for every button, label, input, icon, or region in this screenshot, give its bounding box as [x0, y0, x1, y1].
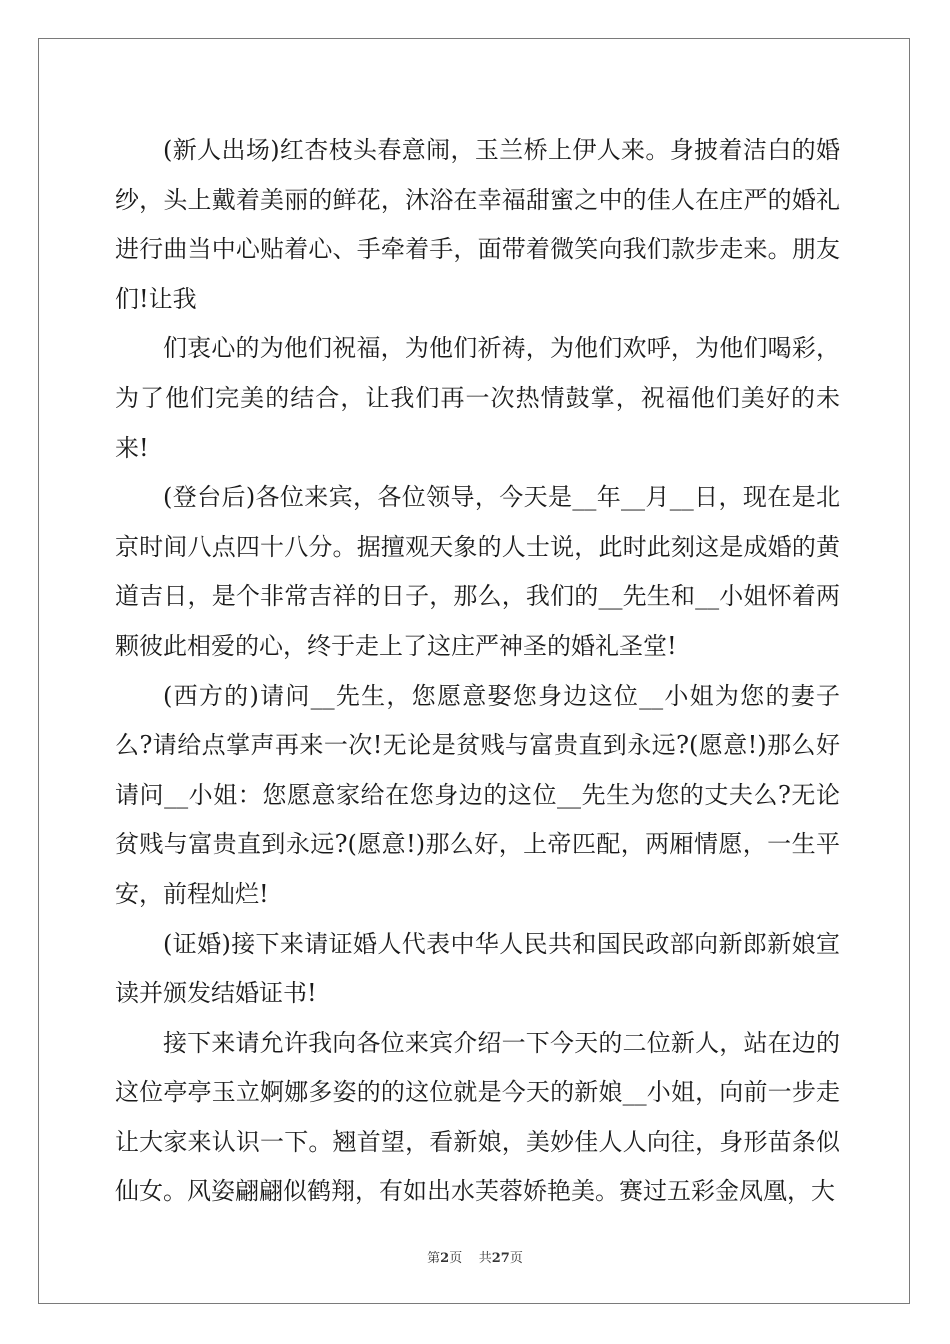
- paragraph: 们衷心的为他们祝福，为他们祈祷，为他们欢呼，为他们喝彩，为了他们完美的结合，让我们再一次热情鼓掌，祝福他们美好的未来!: [115, 334, 840, 462]
- page-total: 27: [491, 1251, 510, 1266]
- paragraph: (西方的)请问__先生，您愿意娶您身边这位__小姐为您的妻子么?请给点掌声再来一次!无论是贫贱与富贵直到永远?(愿意!)那么好请问__小姐：您愿意家给在您身边的这位__先生为您的丈夫么?无论贫贱与富贵直到永远?(愿意!)那么好，上帝匹配，两厢情愿，一生平安，前程灿烂!: [115, 681, 840, 908]
- page-footer: [0, 1247, 950, 1266]
- total-prefix: 共: [478, 1251, 492, 1266]
- paragraph: (证婚)接下来请证婚人代表中华人民共和国民政部向新郎新娘宣读并颁发结婚证书!: [115, 929, 840, 1008]
- total-suffix: 页: [509, 1251, 523, 1266]
- page-current: 2: [440, 1251, 450, 1266]
- paragraph: 接下来请允许我向各位来宾介绍一下今天的二位新人，站在边的这位亭亭玉立婀娜多姿的的这位就是今天的新娘__小姐，向前一步走让大家来认识一下。翘首望，看新娘，美妙佳人人向往，身形苗条似仙女。风姿翩翩似鹤翔，有如出水芙蓉娇艳美。赛过五彩金凤凰，大: [115, 1028, 840, 1206]
- paragraph: (新人出场)红杏枝头春意闹，玉兰桥上伊人来。身披着洁白的婚纱，头上戴着美丽的鲜花，沐浴在幸福甜蜜之中的佳人在庄严的婚礼进行曲当中心贴着心、手牵着手，面带着微笑向我们款步走来。朋友们!让我: [115, 136, 840, 313]
- page-suffix: 页: [449, 1251, 463, 1266]
- document-body: [115, 126, 840, 1217]
- paragraph: (登台后)各位来宾，各位领导，今天是__年__月__日，现在是北京时间八点四十八分。据擅观天象的人士说，此时此刻这是成婚的黄道吉日，是个非常吉祥的日子，那么，我们的__先生和__小姐怀着两颗彼此相爱的心，终于走上了这庄严神圣的婚礼圣堂!: [115, 483, 840, 660]
- page-prefix: 第: [427, 1251, 441, 1266]
